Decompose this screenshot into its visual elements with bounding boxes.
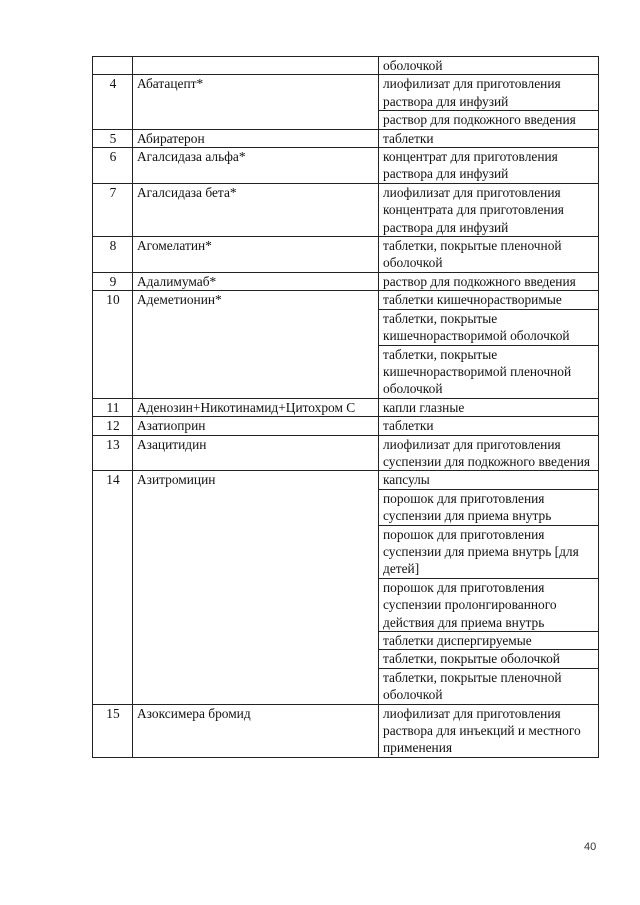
row-number-cell: 14: [93, 471, 133, 704]
table-row: [93, 237, 599, 273]
row-number-cell: 9: [93, 272, 133, 290]
dosage-form-cell: капли глазные: [379, 398, 599, 416]
table-row: [93, 398, 599, 416]
drug-name-cell: Азоксимера бромид: [133, 704, 379, 757]
table-row: [93, 704, 599, 757]
row-number-cell: 12: [93, 417, 133, 435]
dosage-form-cell: оболочкой: [379, 57, 599, 75]
dosage-form-cell: раствор для подкожного введения: [379, 111, 599, 129]
drug-name-cell: Азатиоприн: [133, 417, 379, 435]
row-number-cell: 5: [93, 129, 133, 147]
row-number-cell: [93, 57, 133, 75]
drug-name-cell: Азитромицин: [133, 471, 379, 704]
drug-name-cell: Азацитидин: [133, 435, 379, 471]
drug-name-cell: Абиратерон: [133, 129, 379, 147]
drug-name-cell: Абатацепт*: [133, 75, 379, 129]
table-row: [93, 129, 599, 147]
drug-name-cell: Агомелатин*: [133, 237, 379, 273]
table-row: [93, 291, 599, 309]
dosage-form-cell: лиофилизат для приготовления суспензии для подкожного введения: [379, 435, 599, 471]
dosage-form-cell: таблетки кишечнорастворимые: [379, 291, 599, 309]
table-row: [93, 75, 599, 111]
dosage-form-cell: лиофилизат для приготовления раствора для инъекций и местного применения: [379, 704, 599, 757]
dosage-form-cell: концентрат для приготовления раствора для инфузий: [379, 148, 599, 184]
drug-name-cell: Аденозин+Никотинамид+Цитохром С: [133, 398, 379, 416]
drug-name-cell: Адалимумаб*: [133, 272, 379, 290]
row-number-cell: 7: [93, 183, 133, 236]
dosage-form-cell: порошок для приготовления суспензии для приема внутрь: [379, 489, 599, 525]
table-row: [93, 183, 599, 236]
drug-name-cell: Адеметионин*: [133, 291, 379, 398]
dosage-form-cell: таблетки, покрытые пленочной оболочкой: [379, 668, 599, 704]
dosage-form-cell: таблетки диспергируемые: [379, 632, 599, 650]
table-row: [93, 148, 599, 184]
dosage-form-cell: лиофилизат для приготовления концентрата для приготовления раствора для инфузий: [379, 183, 599, 236]
row-number-cell: 10: [93, 291, 133, 398]
dosage-form-cell: таблетки, покрытые кишечнорастворимой оболочкой: [379, 309, 599, 345]
dosage-form-cell: таблетки: [379, 129, 599, 147]
table-row: [93, 471, 599, 489]
dosage-form-cell: таблетки, покрытые оболочкой: [379, 650, 599, 668]
row-number-cell: 6: [93, 148, 133, 184]
dosage-form-cell: таблетки: [379, 417, 599, 435]
row-number-cell: 15: [93, 704, 133, 757]
table-row: [93, 417, 599, 435]
dosage-form-cell: порошок для приготовления суспензии пролонгированного действия для приема внутрь: [379, 578, 599, 631]
dosage-form-cell: порошок для приготовления суспензии для приема внутрь [для детей]: [379, 525, 599, 578]
table-row: [93, 435, 599, 471]
row-number-cell: 11: [93, 398, 133, 416]
dosage-form-cell: лиофилизат для приготовления раствора для инфузий: [379, 75, 599, 111]
table-row-continued: [93, 57, 599, 75]
page-number: 40: [584, 841, 597, 853]
row-number-cell: 8: [93, 237, 133, 273]
dosage-form-cell: раствор для подкожного введения: [379, 272, 599, 290]
dosage-form-cell: таблетки, покрытые пленочной оболочкой: [379, 237, 599, 273]
table-row: [93, 272, 599, 290]
row-number-cell: 4: [93, 75, 133, 129]
drug-name-cell: Агалсидаза альфа*: [133, 148, 379, 184]
drug-name-cell: Агалсидаза бета*: [133, 183, 379, 236]
row-number-cell: 13: [93, 435, 133, 471]
dosage-form-cell: таблетки, покрытые кишечнорастворимой пленочной оболочкой: [379, 345, 599, 398]
drug-name-cell: [133, 57, 379, 75]
drug-table-body: [93, 57, 599, 758]
drug-table: [92, 56, 599, 758]
dosage-form-cell: капсулы: [379, 471, 599, 489]
